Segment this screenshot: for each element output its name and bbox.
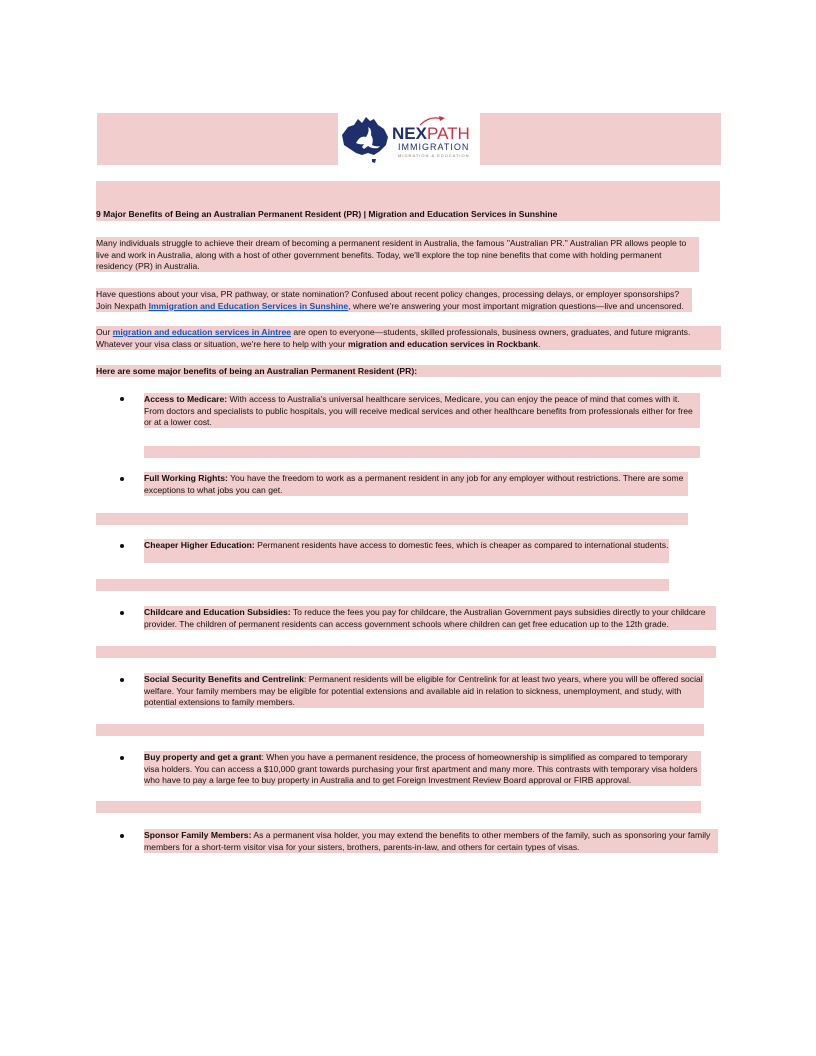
benefit-text: : Permanent residents will be eligible for Centrelink for at least two years, where you will be offered social welfare. Your family members may be eligible for potential extensions and available aid in relation to sickness, unemployment, and study, with potential extensions to family members.	[144, 674, 703, 708]
benefit-title: Cheaper Higher Education:	[144, 540, 255, 550]
logo-tagline: MIGRATION & EDUCATION	[398, 153, 470, 158]
benefit-item	[144, 829, 718, 853]
logo-brand-part1: NEX	[392, 124, 427, 143]
bullet-icon	[120, 834, 124, 838]
tasmania-shape	[372, 159, 376, 163]
intro-paragraph	[96, 237, 699, 272]
australia-map-icon	[342, 117, 388, 155]
rockbank-services-text: migration and education services in Rockbank	[347, 338, 539, 349]
open-text-1: Our	[96, 327, 113, 337]
benefit-item	[144, 539, 669, 563]
benefit-text: With access to Australia's universal healthcare services, Medicare, you can enjoy the peace of mind that comes with it. From doctors and specialists to public hospitals, you will receive medical services and other healthcare benefits from professionals either for free or at a lower cost.	[144, 394, 693, 428]
open-text-3: .	[538, 338, 541, 349]
spacer-band	[144, 446, 700, 458]
spacer-band	[96, 724, 704, 736]
benefit-text: Permanent residents have access to domestic fees, which is cheaper as compared to international students.	[254, 540, 669, 550]
benefit-title: Buy property and get a grant	[144, 752, 262, 762]
benefit-text: As a permanent visa holder, you may extend the benefits to other members of the family, such as sponsoring your family members for a short-term visitor visa for your sisters, brothers, parents-in-law, and others for certain types of visas.	[144, 830, 711, 852]
benefit-text: You have the freedom to work as a permanent resident in any job for any employer without restrictions. There are some exceptions to what jobs you can get.	[144, 473, 684, 495]
aintree-services-link[interactable]: migration and education services in Aintree	[112, 327, 292, 337]
open-paragraph	[96, 326, 721, 350]
benefit-item	[144, 751, 701, 786]
bullet-icon	[120, 397, 124, 401]
nexpath-logo	[338, 113, 480, 165]
questions-text-2: , where we're answering your most important migration questions—live and uncensored.	[348, 300, 684, 311]
benefit-item	[144, 673, 704, 708]
benefit-title: Childcare and Education Subsidies:	[144, 607, 291, 617]
logo-graphic	[338, 113, 480, 165]
benefit-title: Social Security Benefits and Centrelink	[144, 674, 304, 684]
spacer-band	[96, 513, 688, 525]
sunshine-services-link[interactable]: Immigration and Education Services in Sunshine	[148, 300, 349, 311]
benefit-item	[144, 472, 688, 496]
benefit-text: : When you have a permanent residence, the process of homeownership is simplified as compared to temporary visa holders. You can access a $10,000 grant towards purchasing your first apartment and many more. This contrasts with temporary visa holders who have to pay a large fee to buy property in Australia and to get Foreign Investment Review Board approval or FIRB approval.	[144, 752, 698, 786]
bullet-icon	[120, 544, 124, 548]
benefit-title: Sponsor Family Members:	[144, 830, 252, 840]
bullet-icon	[120, 678, 124, 682]
questions-text-1: Have questions about your visa, PR pathway, or state nomination? Confused about recent policy changes, processing delays, or employer sponsorships? Join Nexpath	[96, 289, 680, 311]
logo-brand-part2: PATH	[427, 124, 470, 143]
bullet-icon	[120, 756, 124, 760]
spacer-band	[96, 646, 716, 658]
benefit-title: Full Working Rights:	[144, 473, 228, 483]
bullet-icon	[120, 611, 124, 615]
benefit-item	[144, 393, 700, 428]
airplane-icon	[439, 116, 445, 121]
logo-subtitle: IMMIGRATION	[398, 142, 470, 152]
page-title: 9 Major Benefits of Being an Australian Permanent Resident (PR) | Migration and Education Services in Sunshine	[96, 209, 558, 219]
spacer-band	[96, 579, 669, 591]
bullet-icon	[120, 477, 124, 481]
questions-paragraph	[96, 288, 692, 312]
benefit-text: To reduce the fees you pay for childcare, the Australian Government pays subsidies directly to your childcare provider. The children of permanent residents can access government schools where children can get free education up to the 12th grade.	[144, 607, 706, 629]
benefit-item	[144, 606, 716, 630]
open-text-2: are open to everyone—students, skilled professionals, business owners, graduates, and future migrants. Whatever your visa class or situation, we're here to help with your	[96, 327, 691, 349]
benefits-heading: Here are some major benefits of being an Australian Permanent Resident (PR):	[96, 365, 721, 377]
spacer-band	[96, 801, 701, 813]
intro-text: Many individuals struggle to achieve their dream of becoming a permanent resident in Australia, the famous "Australian PR." Australian PR allows people to live and work in Australia, along with a host of other government benefits. Today, we'll explore the top nine benefits that come with holding permanent residency (PR) in Australia.	[96, 238, 687, 272]
benefit-title: Access to Medicare:	[144, 394, 228, 404]
